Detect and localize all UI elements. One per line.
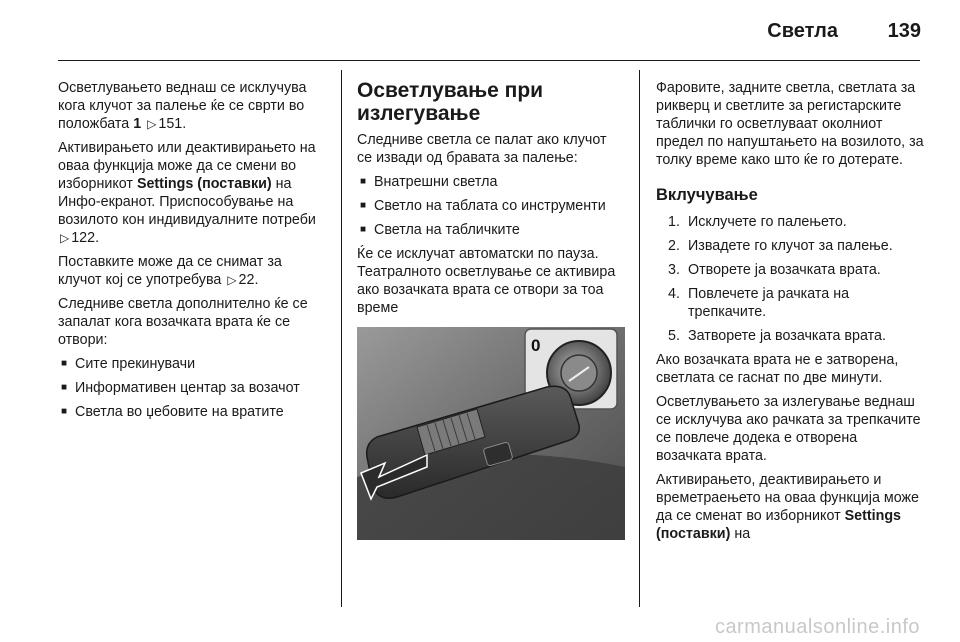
list-item: ■ Информативен центар за возачот [58, 379, 326, 397]
activation-heading: Вклучување [656, 186, 758, 204]
list-item: ■ Светло на таблата со инструменти [357, 197, 625, 215]
column-divider-2 [639, 70, 640, 607]
bullet-list-door-lights [58, 355, 326, 421]
column-1 [58, 79, 326, 427]
list-item: ■ Светла на табличките [357, 221, 625, 239]
list-item: 1. Исклучете го палењето. [668, 214, 847, 230]
list-item: ■ Сите прекинувачи [58, 355, 326, 373]
paragraph-door-lights: Следниве светла дополнително ќе се запалат кога возачката врата ќе се отвори: [58, 296, 308, 348]
page-reference-link[interactable]: 22. [238, 272, 259, 288]
page-reference-icon: ▷ [227, 273, 237, 287]
paragraph-key-removed: Следниве светла се палат ако клучот се извади од бравата за палење: [357, 132, 607, 166]
paragraph-settings-change: Активирањето, деактивирањето и времетраењето на оваа функција може да се сменат во изборникот Settings (поставки) на [656, 472, 919, 542]
column-divider-1 [341, 70, 342, 607]
paragraph-door-open-timeout: Ако возачката врата не е затворена, светлата се гаснат по две минути. [656, 352, 899, 386]
settings-menu-label: Settings (поставки) [136, 176, 272, 192]
page-reference-link[interactable]: 122. [71, 230, 100, 246]
paragraph-auto-off: Ќе се исклучат автоматски по пауза. Театралното осветлување се активира ако возачката врата се отвори за тоа време [357, 246, 616, 316]
watermark: carmanualsonline.info [714, 616, 920, 638]
page-reference-icon: ▷ [60, 231, 70, 245]
exit-lighting-heading: Осветлување при излегување [357, 79, 544, 125]
position-label: 1 [133, 116, 142, 132]
column-2 [357, 79, 625, 540]
list-item: ■ Светла во џебовите на вратите [58, 403, 326, 421]
list-item: 3. Отворете ја возачката врата. [668, 262, 881, 278]
column-3 [656, 79, 924, 549]
section-title: Светла [767, 20, 838, 42]
list-item: 4. Повлечете ја рачката на трепкачите. [668, 286, 850, 320]
paragraph-exit-lights-description: Фаровите, задните светла, светлата за рикверц и светлите за регистарските таблички го осветлуваат околниот предел по напуштањето на возилото, за толку време како што ќе го дотерате. [656, 80, 924, 168]
list-item: 2. Извадете го клучот за палење. [668, 238, 893, 254]
list-item: ■ Внатрешни светла [357, 173, 625, 191]
page-number: 139 [887, 20, 921, 42]
page-reference-link[interactable]: 151. [158, 116, 187, 132]
list-item: 5. Затворете ја возачката врата. [668, 328, 886, 344]
paragraph-cancel: Осветлувањето за излегување веднаш се исклучува ако рачката за трепкачите се повлече додека е отворена возачката врата. [656, 394, 921, 464]
settings-menu-label: Settings (поставки) [656, 508, 902, 542]
page-header [0, 0, 960, 60]
paragraph-settings: Активирањето или деактивирањето на оваа функција може да се смени во изборникот Settings (поставки) на Инфо-екранот. Приспособување на возилото кон индивидуалните потреби ▷ 122. [58, 140, 316, 246]
bullet-list-exit-lights [357, 173, 625, 239]
turn-signal-lever-photo [357, 327, 625, 540]
photo-label: 0 [531, 336, 541, 355]
paragraph-key-memory: Поставките може да се снимат за клучот кој се употребува ▷ 22. [58, 254, 282, 288]
header-rule [58, 60, 920, 61]
paragraph-ignition-off: Осветлувањето веднаш се исклучува кога клучот за палење ќе се сврти во положбата 1 ▷ 151. [58, 80, 307, 132]
activation-steps [656, 213, 924, 345]
page-reference-icon: ▷ [147, 117, 157, 131]
